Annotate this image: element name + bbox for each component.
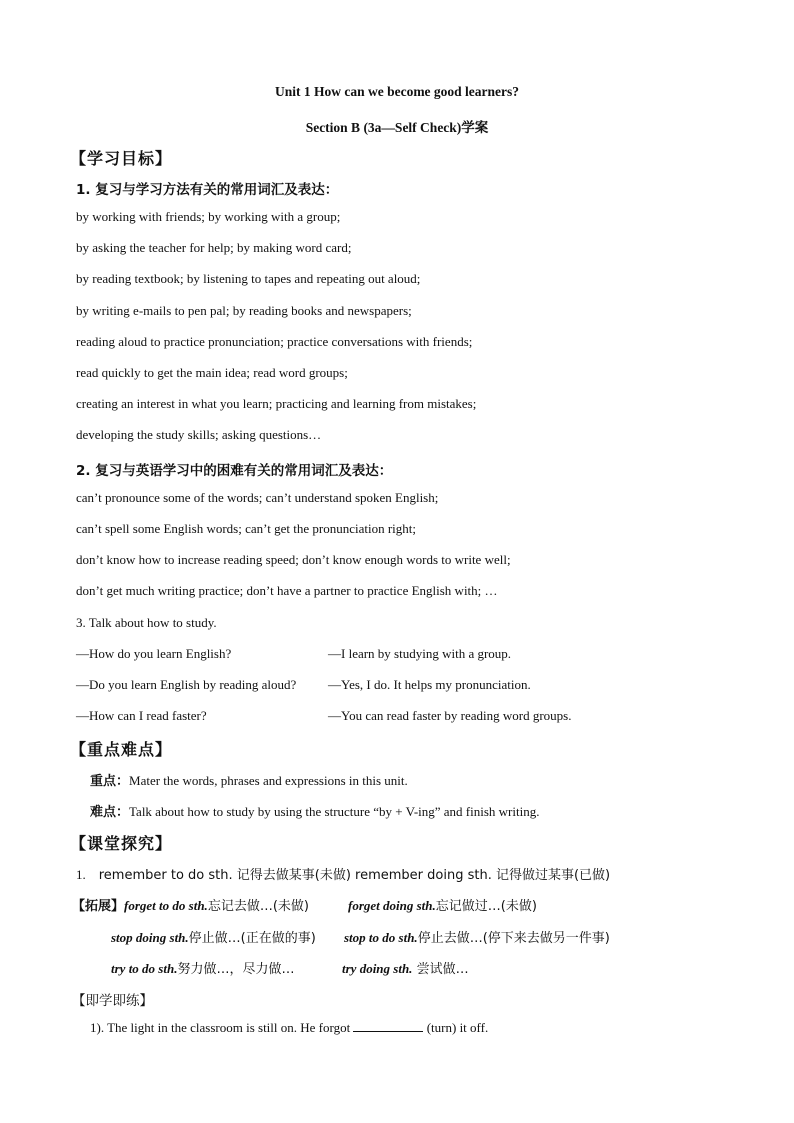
- expand-row-1: [72, 895, 309, 914]
- difficulty-line: [90, 801, 539, 820]
- item-text: remember to do sth. 记得去做某事(未做) remember doing sth. 记得做过某事(已做): [98, 868, 611, 883]
- objectives-line: by reading textbook; by listening to tapes and repeating out aloud;: [76, 271, 421, 286]
- phrase-keyword: try doing sth.: [342, 961, 413, 976]
- practice-label-text: 【即学即练】: [72, 993, 153, 1009]
- exploration-item-1: [76, 864, 610, 883]
- phrase-meaning: 停止做…(正在做的事): [188, 931, 316, 946]
- objectives-line: read quickly to get the main idea; read word groups;: [76, 365, 348, 380]
- dialog-question: —Do you learn English by reading aloud?: [76, 677, 297, 692]
- objectives-line: can’t pronounce some of the words; can’t understand spoken English;: [76, 490, 439, 505]
- document-subtitle: Section B (3a—Self Check)学案: [305, 120, 489, 135]
- phrase-meaning: 忘记去做…(未做): [207, 899, 309, 914]
- phrase-meaning: 忘记做过…(未做): [435, 899, 537, 914]
- exploration-heading: 【课堂探究】: [70, 834, 173, 853]
- document-title: Unit 1 How can we become good learners?: [274, 84, 520, 99]
- difficulty-label: 难点：: [90, 805, 130, 820]
- objectives-line: by writing e-mails to pen pal; by reading books and newspapers;: [76, 303, 412, 318]
- expand-row-3: [111, 958, 294, 977]
- objectives-line: by asking the teacher for help; by making word card;: [76, 240, 352, 255]
- expand-label: 【拓展】: [72, 899, 125, 914]
- dialog-question: —How can I read faster?: [76, 708, 207, 723]
- focus-text: Mater the words, phrases and expressions in this unit.: [129, 773, 408, 788]
- dialog-answer: —Yes, I do. It helps my pronunciation.: [328, 677, 531, 692]
- exercise-text-after: (turn) it off.: [423, 1020, 489, 1035]
- objectives-line: don’t get much writing practice; don’t have a partner to practice English with; …: [76, 583, 498, 598]
- expand-row-2: [111, 927, 316, 946]
- dialog-answer: —You can read faster by reading word groups.: [328, 708, 572, 723]
- phrase-meaning: 停止去做…(停下来去做另一件事): [417, 931, 610, 946]
- item-number: 1.: [76, 867, 86, 882]
- objectives-part3-title: 3. Talk about how to study.: [76, 615, 217, 630]
- exercise-text-before: 1). The light in the classroom is still on. He forgot: [90, 1020, 354, 1035]
- objectives-heading: 【学习目标】: [70, 149, 173, 168]
- objectives-part2-title: 2. 复习与英语学习中的困难有关的常用词汇及表达：: [76, 463, 393, 479]
- exercise-blank[interactable]: [353, 1020, 423, 1032]
- objectives-part1-title: 1. 复习与学习方法有关的常用词汇及表达：: [76, 182, 339, 198]
- objectives-line: can’t spell some English words; can’t get the pronunciation right;: [76, 521, 416, 536]
- phrase-meaning: 努力做…，尽力做…: [177, 962, 295, 977]
- phrase-keyword: try to do sth.: [111, 961, 178, 976]
- objectives-line: by working with friends; by working with a group;: [76, 209, 341, 224]
- expand-row-2-right: [344, 927, 610, 946]
- objectives-line: reading aloud to practice pronunciation; practice conversations with friends;: [76, 334, 473, 349]
- phrase-keyword: forget to do sth.: [124, 898, 208, 913]
- difficulty-text: Talk about how to study by using the structure “by + V-ing” and finish writing.: [129, 804, 540, 819]
- practice-label: [72, 989, 153, 1009]
- objectives-line: don’t know how to increase reading speed; don’t know enough words to write well;: [76, 552, 511, 567]
- phrase-keyword: stop doing sth.: [111, 930, 189, 945]
- phrase-meaning: 尝试做…: [412, 962, 469, 977]
- dialog-question: —How do you learn English?: [76, 646, 232, 661]
- exercise-1: [90, 1020, 488, 1036]
- focus-label: 重点：: [90, 774, 130, 789]
- dialog-answer: —I learn by studying with a group.: [328, 646, 512, 661]
- expand-row-1-right: [348, 895, 537, 914]
- focus-line: [90, 770, 408, 789]
- phrase-keyword: stop to do sth.: [344, 930, 418, 945]
- phrase-keyword: forget doing sth.: [348, 898, 436, 913]
- key-points-heading: 【重点难点】: [70, 740, 173, 759]
- objectives-line: creating an interest in what you learn; practicing and learning from mistakes;: [76, 396, 477, 411]
- expand-row-3-right: [342, 958, 469, 977]
- objectives-line: developing the study skills; asking questions…: [76, 427, 322, 442]
